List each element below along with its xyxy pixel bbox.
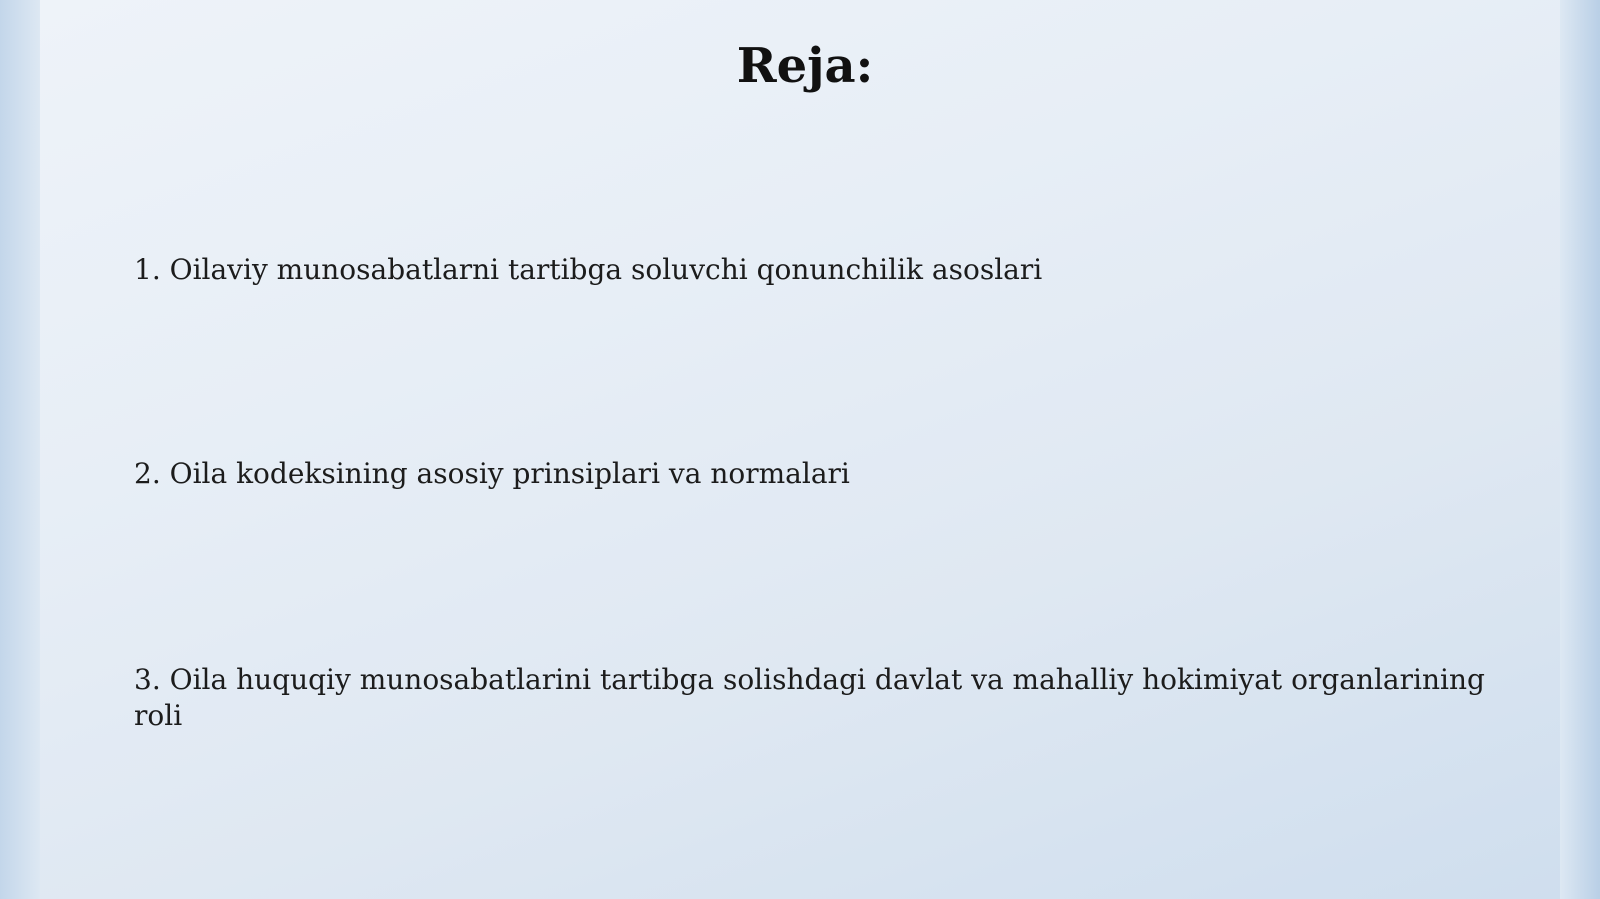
plan-item-2: 2. Oila kodeksining asosiy prinsiplari va normalari	[134, 457, 850, 490]
slide	[40, 0, 1560, 899]
slide-title: Reja:	[736, 38, 874, 94]
plan-item-3: 3. Oila huquqiy munosabatlarini tartibga solishdagi davlat va mahalliy hokimiyat organlarining roli	[134, 663, 1485, 732]
plan-item-1: 1. Oilaviy munosabatlarni tartibga soluvchi qonunchilik asoslari	[134, 253, 1043, 286]
